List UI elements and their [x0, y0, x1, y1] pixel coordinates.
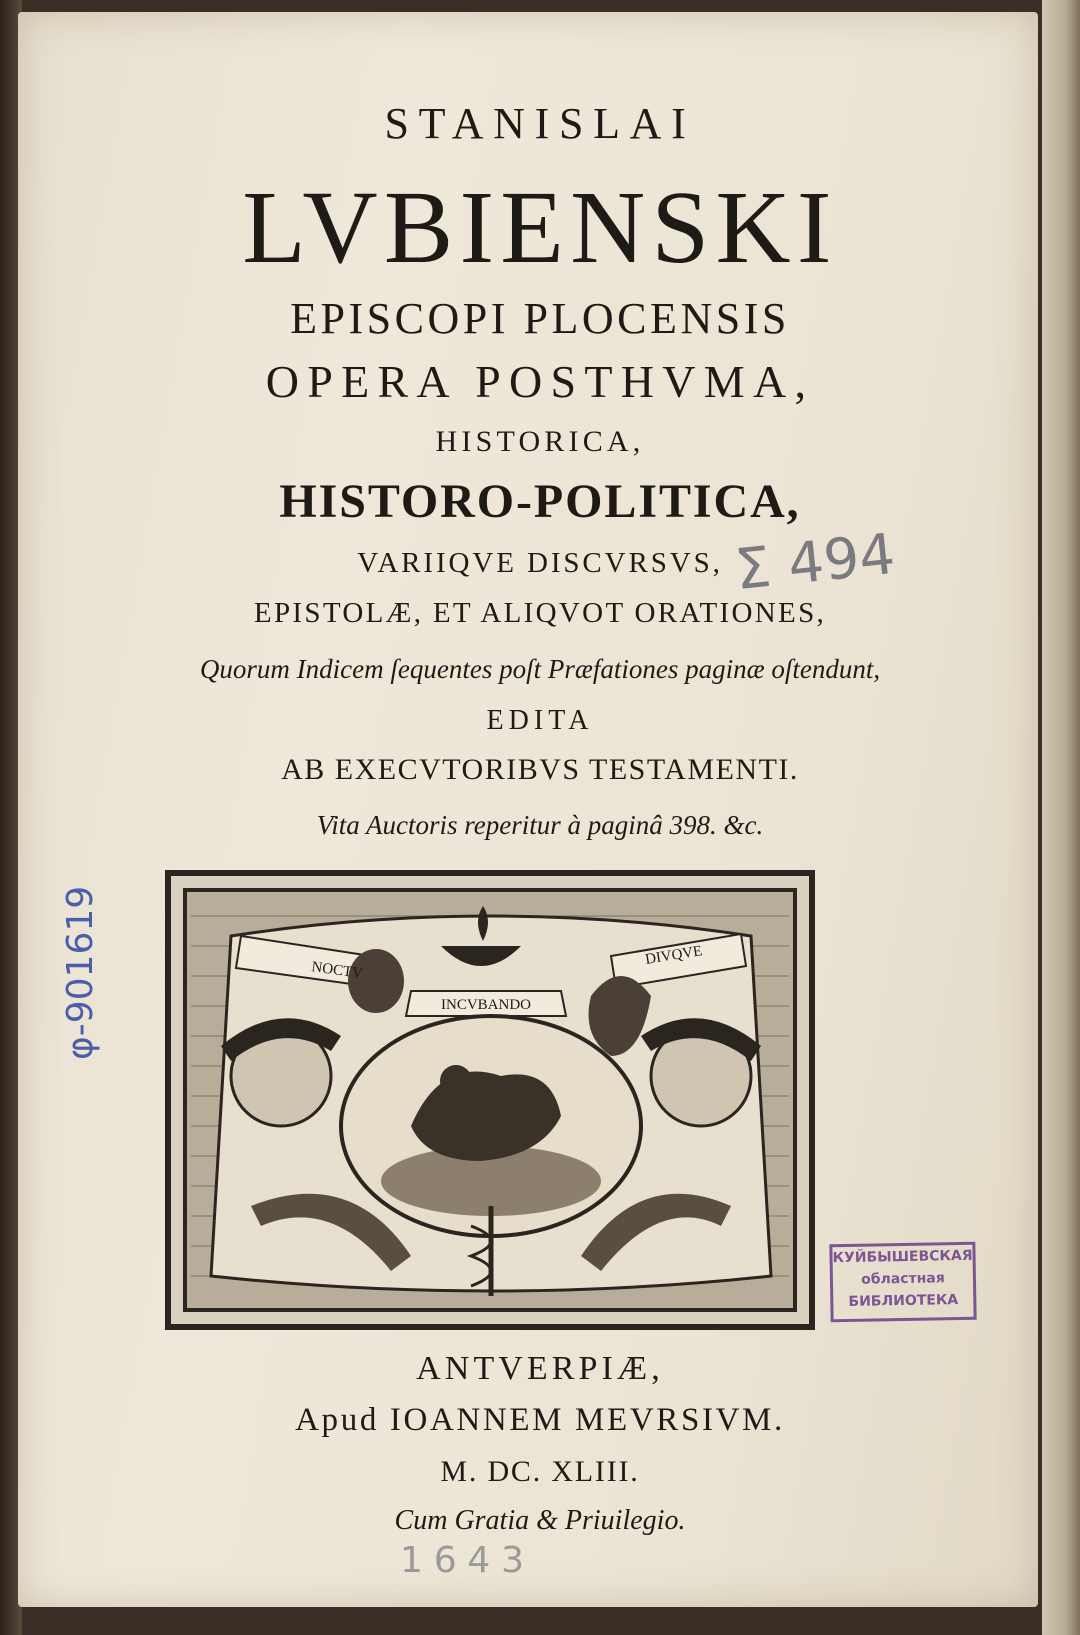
imprint-privilege: Cum Gratia & Priuilegio. — [394, 1505, 686, 1536]
subtitle-epistolae: EPISTOLÆ, ET ALIQVOT ORATIONES, — [253, 597, 827, 629]
stamp-line-3: БИБЛИОТЕКА — [848, 1292, 959, 1310]
author-surname: LVBIENSKI — [242, 170, 838, 285]
edita-line: EDITA — [486, 705, 594, 736]
vita-note: Vita Auctoris reperitur à paginâ 398. &c. — [316, 810, 764, 840]
index-note: Quorum Indicem ſequentes poſt Præfationes paginæ oſtendunt, — [199, 654, 881, 684]
author-forename: STANISLAI — [384, 99, 696, 148]
author-office: EPISCOPI PLOCENSIS — [290, 294, 790, 343]
handwritten-inventory-number: φ-901619 — [60, 885, 101, 1060]
library-stamp — [829, 1242, 976, 1323]
subtitle-discursus: VARIIQVE DISCVRSVS, — [357, 547, 723, 579]
handwritten-year: 1643 — [400, 1540, 535, 1581]
banner-right-text: DIVQVE — [644, 943, 704, 968]
work-title: OPERA POSTHVMA, — [265, 356, 815, 407]
imprint-place: ANTVERPIÆ, — [416, 1350, 664, 1387]
banner-center-text: INCVBANDO — [441, 997, 531, 1013]
subtitle-historo-politica: HISTORO-POLITICA, — [279, 475, 801, 528]
woodcut-illustration — [171, 876, 809, 1324]
executors-line: AB EXECVTORIBVS TESTAMENTI. — [281, 753, 799, 786]
stamp-line-2: областная — [861, 1270, 945, 1288]
subtitle-historica: HISTORICA, — [435, 425, 645, 458]
imprint-year: M. DC. XLIII. — [440, 1455, 640, 1488]
printers-device-woodcut — [165, 870, 815, 1330]
handwritten-shelfmark: Σ 494 — [732, 521, 899, 604]
imprint-printer: Apud IOANNEM MEVRSIVM. — [295, 1402, 785, 1438]
banner-left-text: NOCTV — [310, 959, 364, 983]
stamp-line-1: КУЙБЫШЕВСКАЯ — [832, 1247, 973, 1267]
